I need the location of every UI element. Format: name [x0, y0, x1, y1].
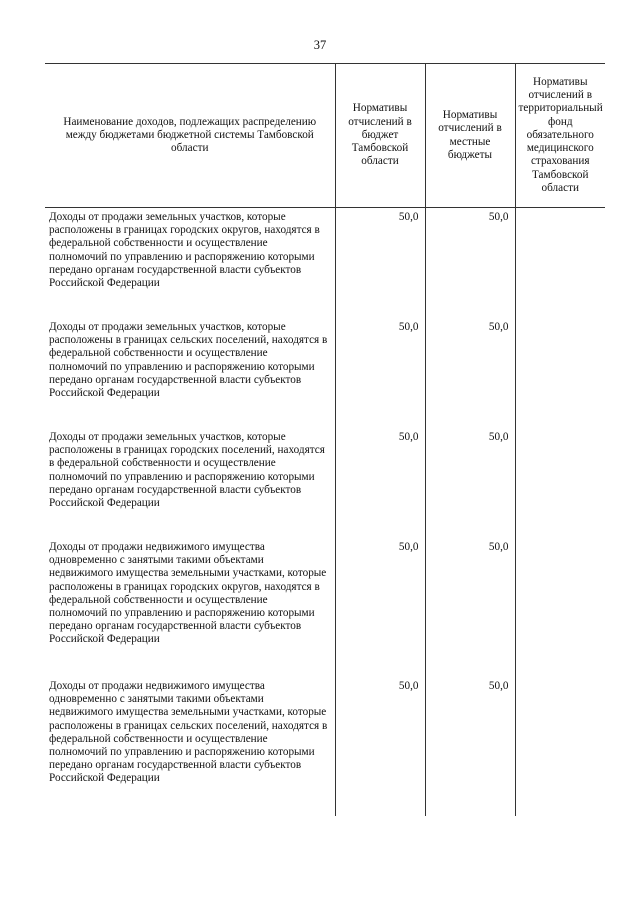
local-value-cell: 50,0 — [425, 428, 515, 538]
local-value-cell: 50,0 — [425, 538, 515, 677]
header-regional-budget: Нормативы отчислений в бюджет Тамбовской области — [335, 64, 425, 208]
header-income-name: Наименование доходов, подлежащих распределению между бюджетами бюджетной системы Тамбовской области — [45, 64, 335, 208]
header-medical-fund: Нормативы отчислений в территориальный фонд обязательного медицинского страхования Тамбовской области — [515, 64, 605, 208]
regional-value-cell: 50,0 — [335, 428, 425, 538]
local-value-cell: 50,0 — [425, 677, 515, 816]
header-local-budgets: Нормативы отчислений в местные бюджеты — [425, 64, 515, 208]
fund-value-cell — [515, 208, 605, 319]
fund-value-cell — [515, 538, 605, 677]
income-name-cell: Доходы от продажи земельных участков, которые расположены в границах городских поселений, находятся в федеральной собственности и осуществление полномочий по управлению и распоряжению которыми передано органам государственной власти субъектов Российской Федерации — [49, 431, 325, 510]
fund-value-cell — [515, 318, 605, 428]
fund-value-cell — [515, 677, 605, 816]
regional-value-cell: 50,0 — [335, 318, 425, 428]
table-row — [45, 318, 605, 428]
income-name-cell: Доходы от продажи недвижимого имущества одновременно с занятыми такими объектами недвижимого имущества земельными участками, которые расположены в границах сельских поселений, находятся в федеральной собственности и осуществление полномочий по управлению и распоряжению которыми передано органам государственной власти субъектов Российской Федерации — [49, 680, 328, 785]
regional-value-cell: 50,0 — [335, 208, 425, 319]
income-name-cell: Доходы от продажи недвижимого имущества одновременно с занятыми такими объектами недвижимого имущества земельными участками, которые расположены в границах городских округов, находятся в федеральной собственности и осуществление полномочий по управлению и распоряжению которыми передано органам государственной власти субъектов Российской Федерации — [49, 541, 327, 646]
income-name-cell: Доходы от продажи земельных участков, которые расположены в границах сельских поселений, находятся в федеральной собственности и осуществление полномочий по управлению и распоряжению которыми передано органам государственной власти субъектов Российской Федерации — [49, 321, 328, 400]
local-value-cell: 50,0 — [425, 208, 515, 319]
regional-value-cell: 50,0 — [335, 677, 425, 816]
regional-value-cell: 50,0 — [335, 538, 425, 677]
table-row — [45, 538, 605, 677]
local-value-cell: 50,0 — [425, 318, 515, 428]
income-name-cell: Доходы от продажи земельных участков, которые расположены в границах городских округов, находятся в федеральной собственности и осуществление полномочий по управлению и распоряжению которыми передано органам государственной власти субъектов Российской Федерации — [49, 211, 320, 290]
fund-value-cell — [515, 428, 605, 538]
revenue-distribution-table — [45, 63, 605, 816]
table-row — [45, 677, 605, 816]
table-row — [45, 208, 605, 319]
table-header-row — [45, 64, 605, 208]
table-row — [45, 428, 605, 538]
page-number: 37 — [313, 38, 327, 52]
